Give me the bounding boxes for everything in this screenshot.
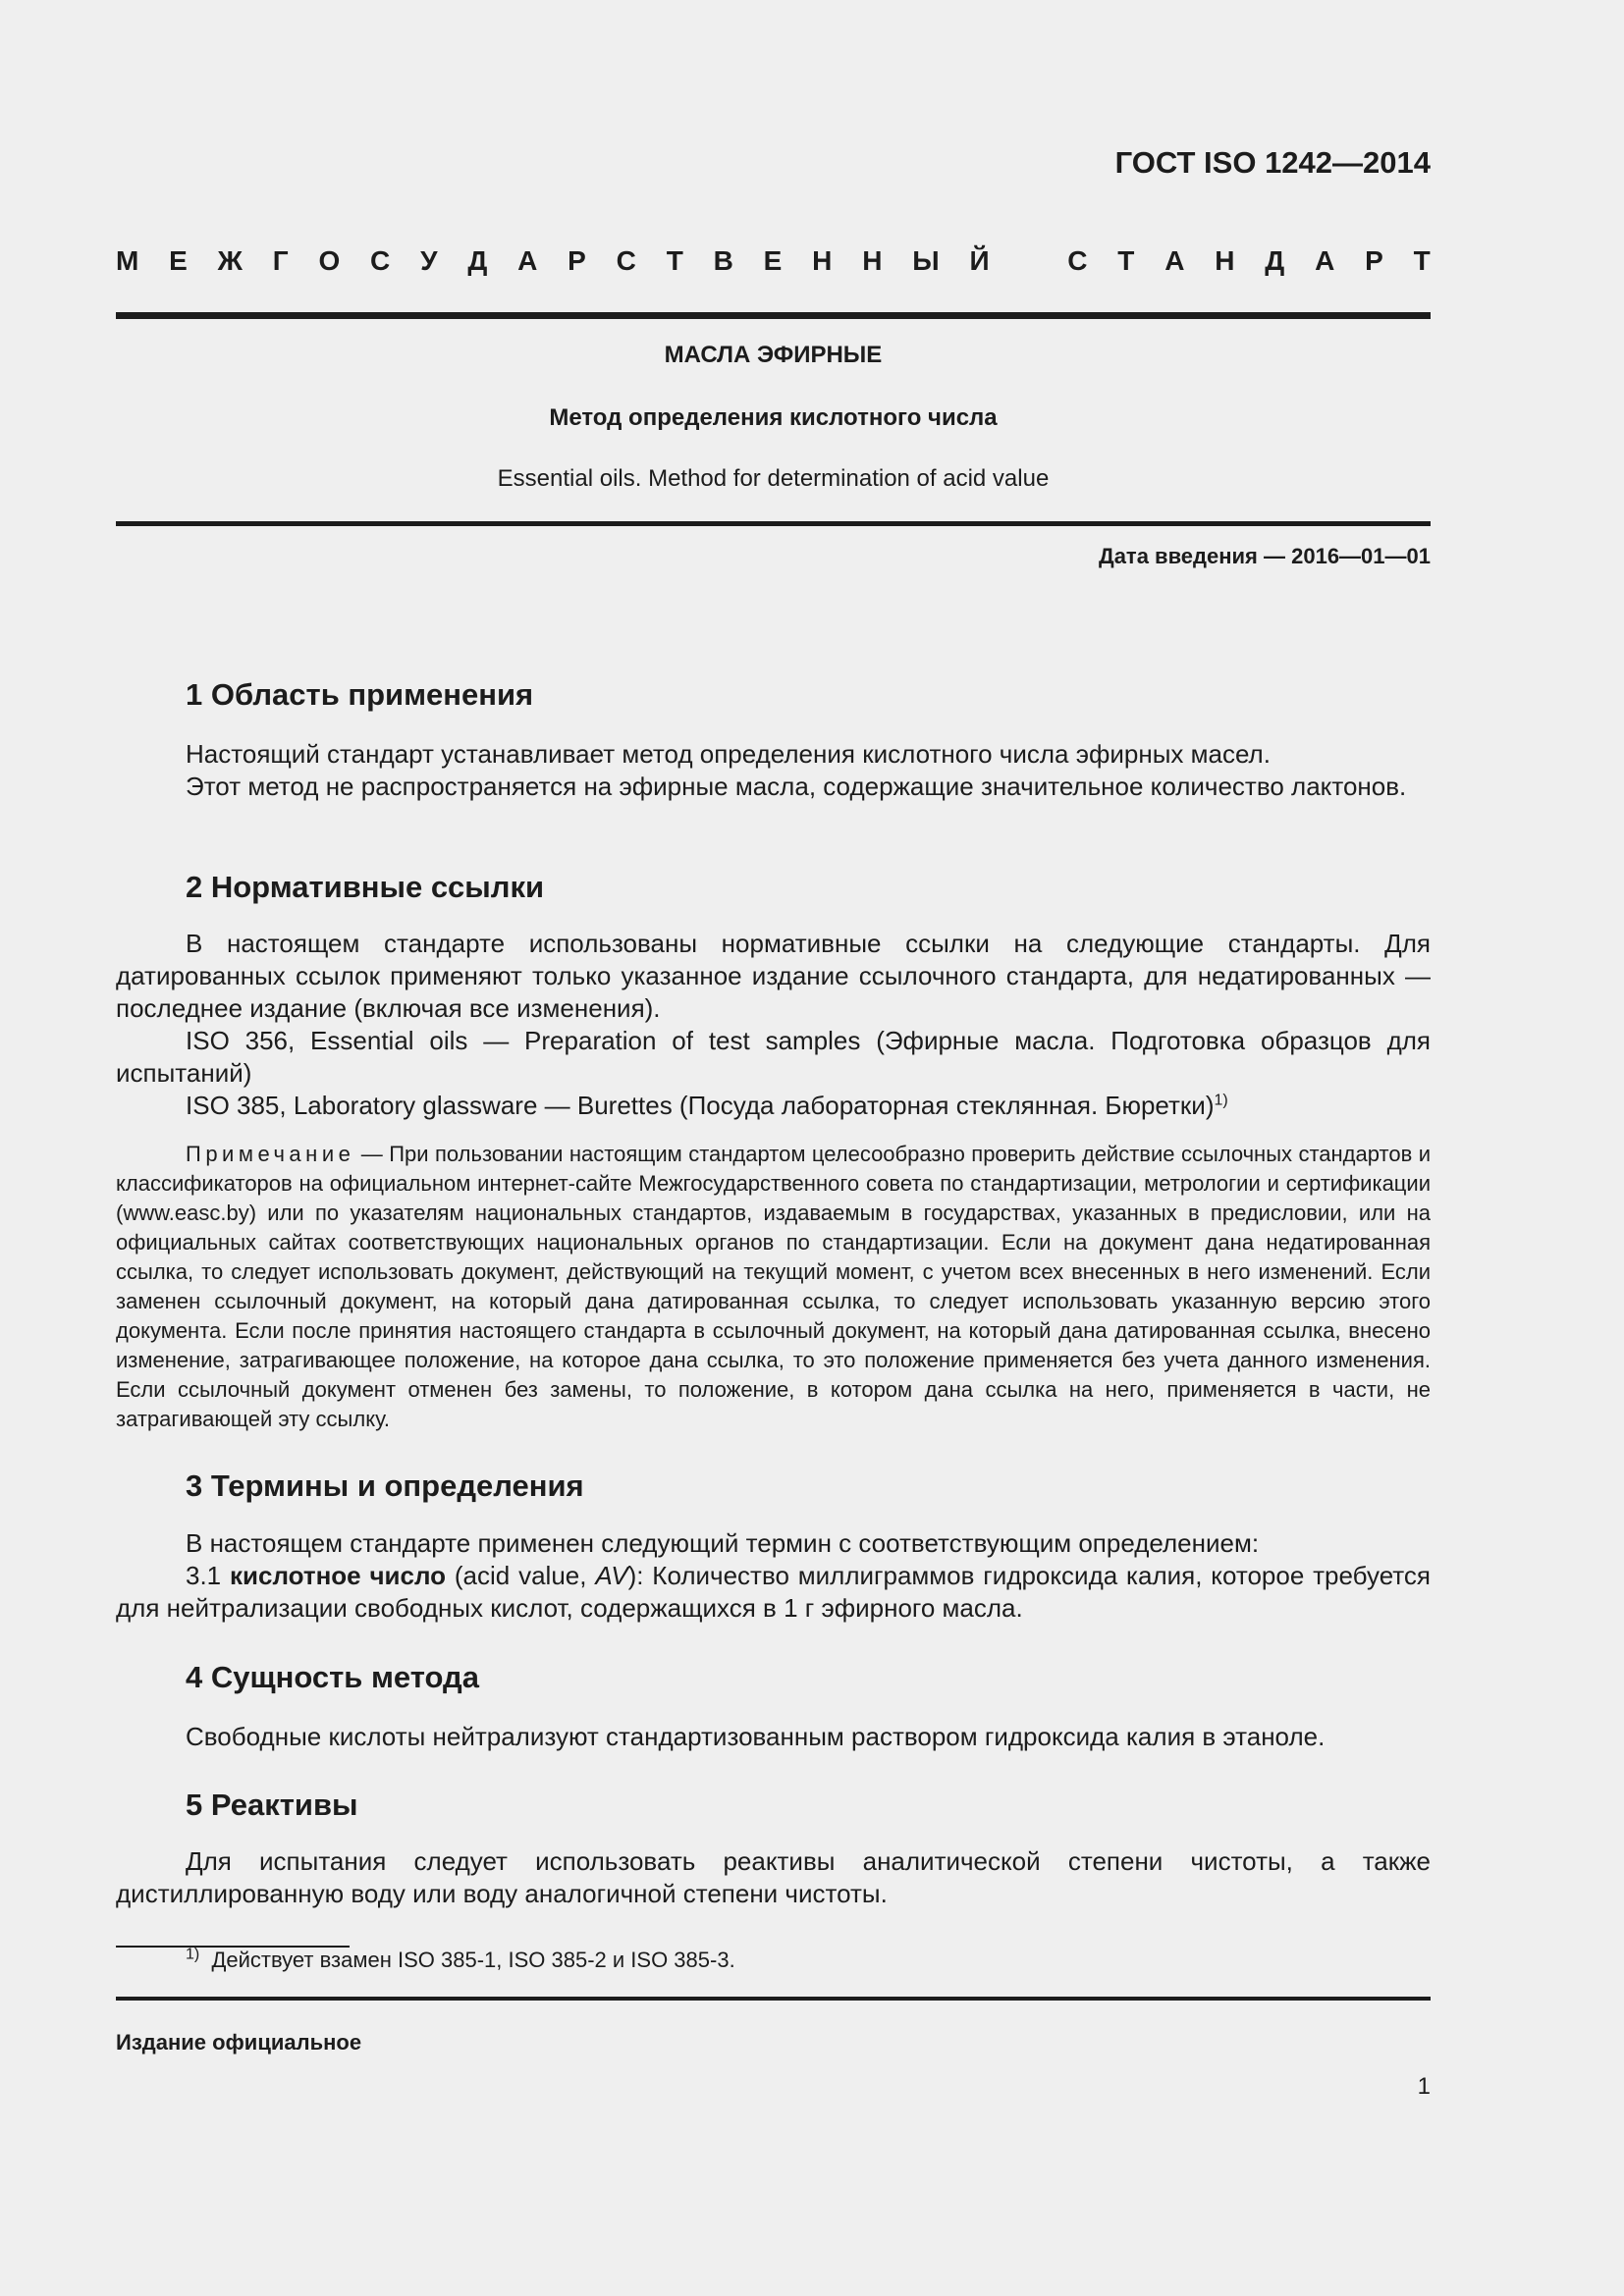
paragraph: Этот метод не распространяется на эфирные масла, содержащие значительное количество лактонов. [186, 772, 1407, 801]
banner-letter: А [1164, 245, 1185, 276]
term: кислотное число [229, 1561, 447, 1590]
section-5-heading: 5 Реактивы [186, 1788, 358, 1822]
banner-letter: Т [666, 245, 683, 276]
term-number: 3.1 [186, 1561, 230, 1590]
introduction-date: Дата введения — 2016—01—01 [1099, 544, 1431, 568]
footnote-mark: 1) [186, 1946, 200, 1963]
banner-letter: В [713, 245, 733, 276]
footnote-text: Действует взамен ISO 385-1, ISO 385-2 и ISO 385-3. [211, 1948, 735, 1972]
footnote [186, 1948, 735, 1973]
title-rule [116, 521, 1431, 526]
section-1-heading: 1 Область применения [186, 677, 534, 712]
banner-letter: Й [969, 245, 990, 276]
official-edition: Издание официальное [116, 2030, 362, 2055]
banner-letter: М [116, 245, 139, 276]
banner-letter: У [420, 245, 438, 276]
banner-letter: Р [568, 245, 586, 276]
banner-letter [1019, 245, 1037, 277]
paragraph: Для испытания следует использовать реактивы аналитической степени чистоты, а также дистиллированную воду или воду аналогичной степени чистоты. [116, 1846, 1431, 1908]
section-2-body [116, 928, 1431, 1122]
paragraph: ISO 356, Essential oils — Preparation of test samples (Эфирные масла. Подготовка образцов для испытаний) [116, 1026, 1431, 1088]
note-label: Примечание [186, 1142, 355, 1166]
banner-letter: Т [1413, 245, 1431, 276]
section-4-body [116, 1721, 1431, 1753]
term-definition [116, 1560, 1431, 1625]
banner-letter: Т [1117, 245, 1135, 276]
paragraph: Настоящий стандарт устанавливает метод определения кислотного числа эфирных масел. [186, 739, 1271, 769]
banner-letter: С [1067, 245, 1088, 276]
title-ru: МАСЛА ЭФИРНЫЕ [664, 342, 883, 368]
document-number: ГОСТ ISO 1242—2014 [1114, 145, 1431, 180]
banner-letter: О [318, 245, 341, 276]
section-3-heading: 3 Термины и определения [186, 1468, 584, 1503]
interstate-standard-banner [116, 245, 1431, 277]
banner-letter: Р [1365, 245, 1383, 276]
banner-letter: Ы [912, 245, 940, 276]
subtitle-ru: Метод определения кислотного числа [549, 404, 998, 431]
reference-text: ISO 385, Laboratory glassware — Burettes (Посуда лабораторная стеклянная. Бюретки) [186, 1091, 1215, 1120]
banner-letter: А [517, 245, 538, 276]
banner-letter: Г [272, 245, 289, 276]
title-en: Essential oils. Method for determination of acid value [497, 465, 1050, 492]
banner-letter: С [370, 245, 391, 276]
paragraph [116, 1090, 1431, 1122]
section-5-body [116, 1845, 1431, 1910]
banner-letter: Д [467, 245, 488, 276]
top-rule [116, 312, 1431, 319]
term-def: ): Количество миллиграммов гидроксида калия, которое требуется для нейтрализации свободных кислот, содержащихся в 1 г эфирного масла. [116, 1561, 1431, 1623]
page-number: 1 [1417, 2073, 1431, 2100]
section-2-heading: 2 Нормативные ссылки [186, 870, 545, 904]
section-3-body [116, 1527, 1431, 1625]
term-abbr: AV [595, 1561, 628, 1590]
banner-letter: Е [763, 245, 783, 276]
note [116, 1140, 1431, 1434]
note-text: — При пользовании настоящим стандартом целесообразно проверить действие ссылочных стандартов и классификаторов на официальном интернет-сайте Межгосударственного совета по стандартизации, метрологии и сертификации (www.easc.by) или по указателям национальных стандартов, издаваемым в государствах, указанных в предисловии, или на официальных сайтах соответствующих национальных органов по стандартизации. Если на документ дана недатированная ссылка, то следует использовать документ, действующий на текущий момент, с учетом всех внесенных в него изменений. Если заменен ссылочный документ, на который дана датированная ссылка, то следует использовать указанную версию этого документа. Если после принятия настоящего стандарта в ссылочный документ, на который дана датированная ссылка, внесено изменение, затрагивающее положение, на которое дана ссылка, то это положение применяется без учета данного изменения. Если ссылочный документ отменен без замены, то положение, в котором дана ссылка на него, применяется в части, не затрагивающей эту ссылку. [116, 1142, 1431, 1431]
paragraph: В настоящем стандарте применен следующий термин с соответствующим определением: [186, 1528, 1260, 1558]
term-en: (acid value, [446, 1561, 596, 1590]
banner-letter: С [616, 245, 636, 276]
banner-letter: А [1315, 245, 1335, 276]
banner-letter: Е [169, 245, 188, 276]
bottom-rule [116, 1997, 1431, 2001]
section-4-heading: 4 Сущность метода [186, 1660, 479, 1694]
paragraph: В настоящем стандарте использованы нормативные ссылки на следующие стандарты. Для датированных ссылок применяют только указанное издание ссылочного стандарта, для недатированных — последнее издание (включая все изменения). [116, 929, 1431, 1023]
section-1-body [116, 738, 1431, 803]
banner-letter: Н [862, 245, 883, 276]
banner-letter: Н [812, 245, 833, 276]
banner-letter: Д [1265, 245, 1285, 276]
paragraph: Свободные кислоты нейтрализуют стандартизованным раствором гидроксида калия в этаноле. [186, 1722, 1326, 1751]
banner-letter: Н [1215, 245, 1235, 276]
banner-letter: Ж [217, 245, 243, 276]
footnote-ref: 1) [1214, 1092, 1228, 1109]
